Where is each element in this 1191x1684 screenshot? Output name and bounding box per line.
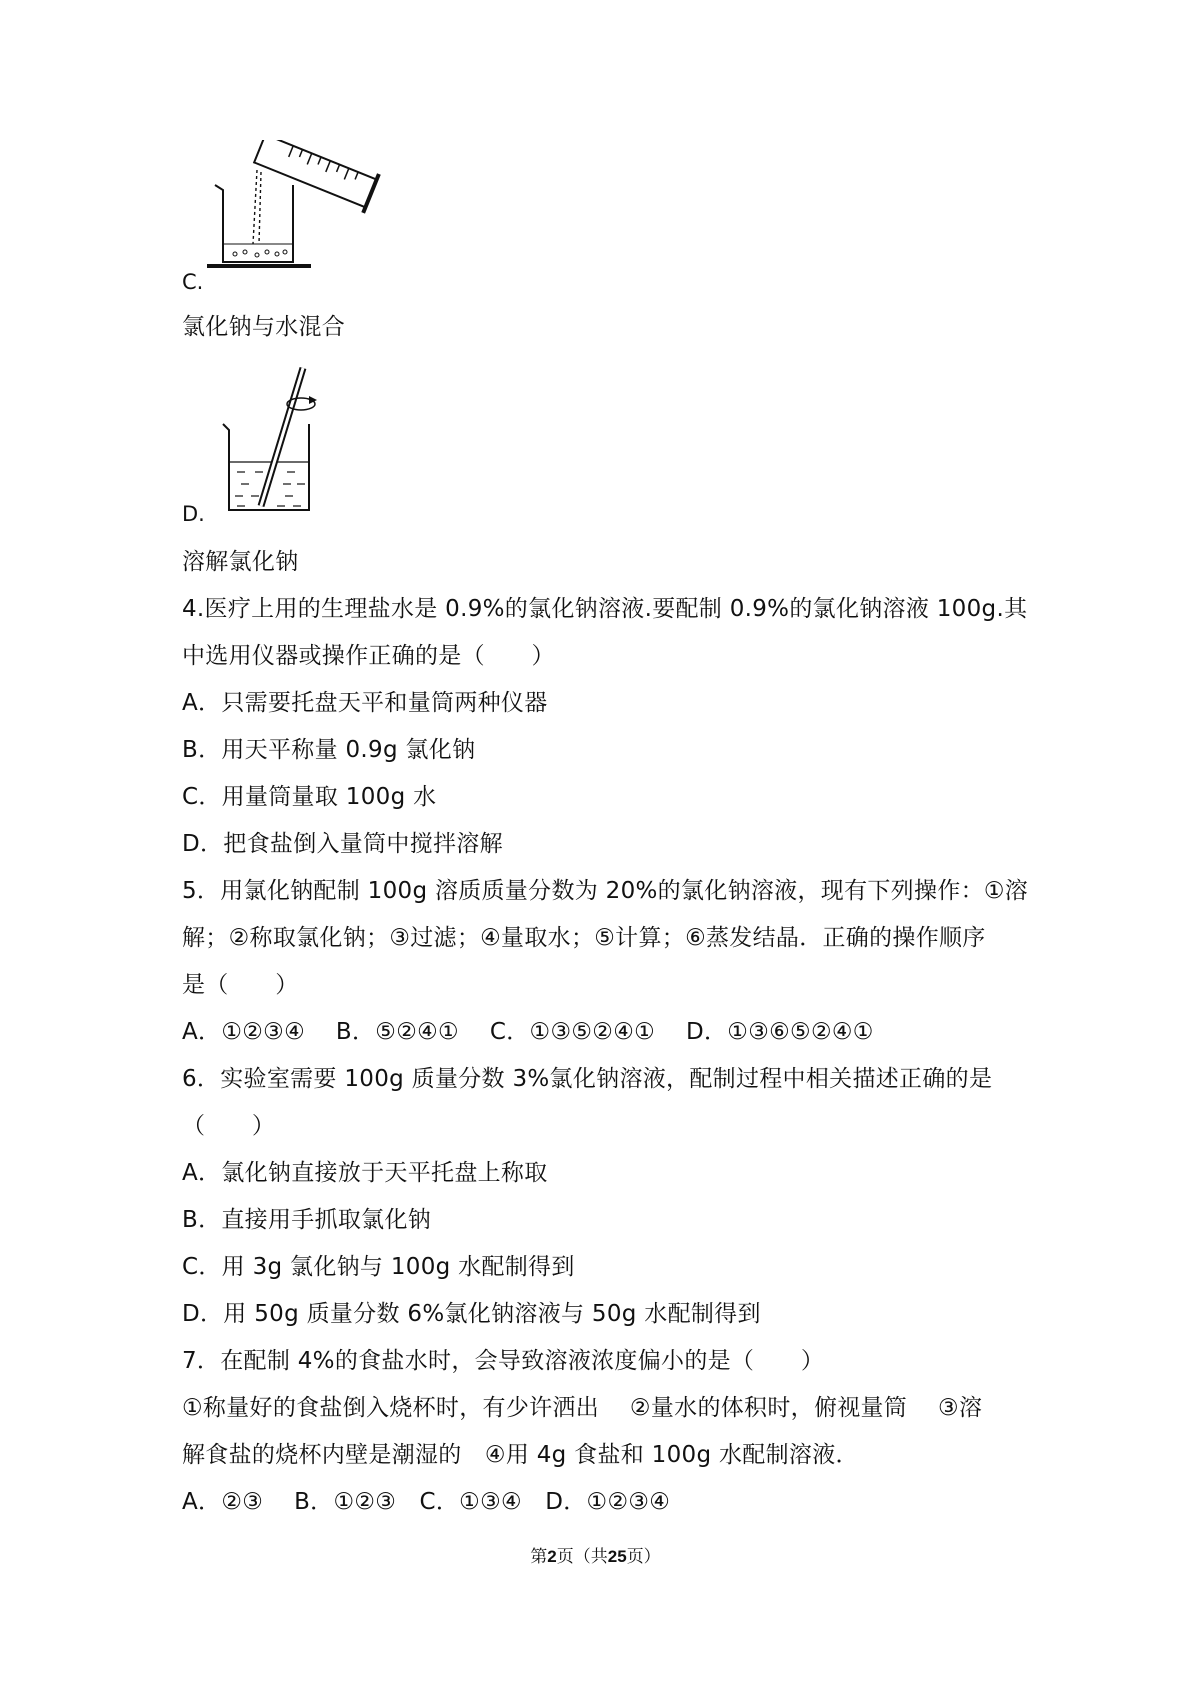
- footer-middle: 页（共: [556, 1547, 608, 1567]
- question-4-option-c: C．用量筒量取 100g 水: [182, 784, 437, 810]
- footer-prefix: 第: [530, 1547, 548, 1567]
- figure-c-label: C.: [182, 270, 204, 294]
- figure-d-caption: 溶解氯化钠: [182, 549, 299, 575]
- beaker-stirring-illustration: [205, 360, 345, 520]
- figure-c-caption: 氯化钠与水混合: [182, 314, 346, 340]
- footer-suffix: 页）: [626, 1547, 661, 1567]
- page-footer: [0, 1542, 1191, 1567]
- question-6-option-b: B．直接用手抓取氯化钠: [182, 1207, 432, 1233]
- question-5-options: A．①②③④ B．⑤②④① C．①③⑤②④① D．①③⑥⑤②④①: [182, 1019, 874, 1045]
- question-7-stem-line-1: 7．在配制 4%的食盐水时，会导致溶液浓度偏小的是（ ）: [182, 1348, 825, 1374]
- footer-total-pages: 25: [607, 1547, 627, 1566]
- question-4-stem-line-1: 4.医疗上用的生理盐水是 0.9%的氯化钠溶液.要配制 0.9%的氯化钠溶液 100g.其: [182, 596, 1028, 622]
- question-5-stem-line-2: 解；②称取氯化钠；③过滤；④量取水；⑤计算；⑥蒸发结晶．正确的操作顺序: [182, 925, 986, 951]
- question-4-stem-line-2: 中选用仪器或操作正确的是（ ）: [182, 643, 555, 669]
- question-5-stem-line-3: 是（ ）: [182, 972, 299, 998]
- question-6-option-a: A．氯化钠直接放于天平托盘上称取: [182, 1160, 548, 1186]
- question-6-option-d: D．用 50g 质量分数 6%氯化钠溶液与 50g 水配制得到: [182, 1301, 761, 1327]
- question-5-stem-line-1: 5．用氯化钠配制 100g 溶质质量分数为 20%的氯化钠溶液，现有下列操作：①溶: [182, 878, 1029, 904]
- question-7-stem-line-3: 解食盐的烧杯内壁是潮湿的 ④用 4g 食盐和 100g 水配制溶液．: [182, 1442, 859, 1468]
- figure-c-pouring-water: [205, 140, 405, 290]
- figure-d-stirring: [205, 360, 345, 520]
- question-7-stem-line-2: ①称量好的食盐倒入烧杯时，有少许洒出 ②量水的体积时，俯视量筒 ③溶: [182, 1395, 983, 1421]
- question-4-option-a: A．只需要托盘天平和量筒两种仪器: [182, 690, 548, 716]
- question-4-option-b: B．用天平称量 0.9g 氯化钠: [182, 737, 476, 763]
- beaker-pouring-illustration: [205, 140, 405, 290]
- footer-page-number: 2: [547, 1547, 557, 1566]
- question-7-options: A．②③ B．①②③ C．①③④ D．①②③④: [182, 1489, 671, 1515]
- question-4-option-d: D．把食盐倒入量筒中搅拌溶解: [182, 831, 503, 857]
- question-6-option-c: C．用 3g 氯化钠与 100g 水配制得到: [182, 1254, 575, 1280]
- figure-d-label: D.: [182, 502, 205, 526]
- question-6-stem-line-2: （ ）: [182, 1113, 276, 1139]
- question-6-stem-line-1: 6．实验室需要 100g 质量分数 3%氯化钠溶液，配制过程中相关描述正确的是: [182, 1066, 993, 1092]
